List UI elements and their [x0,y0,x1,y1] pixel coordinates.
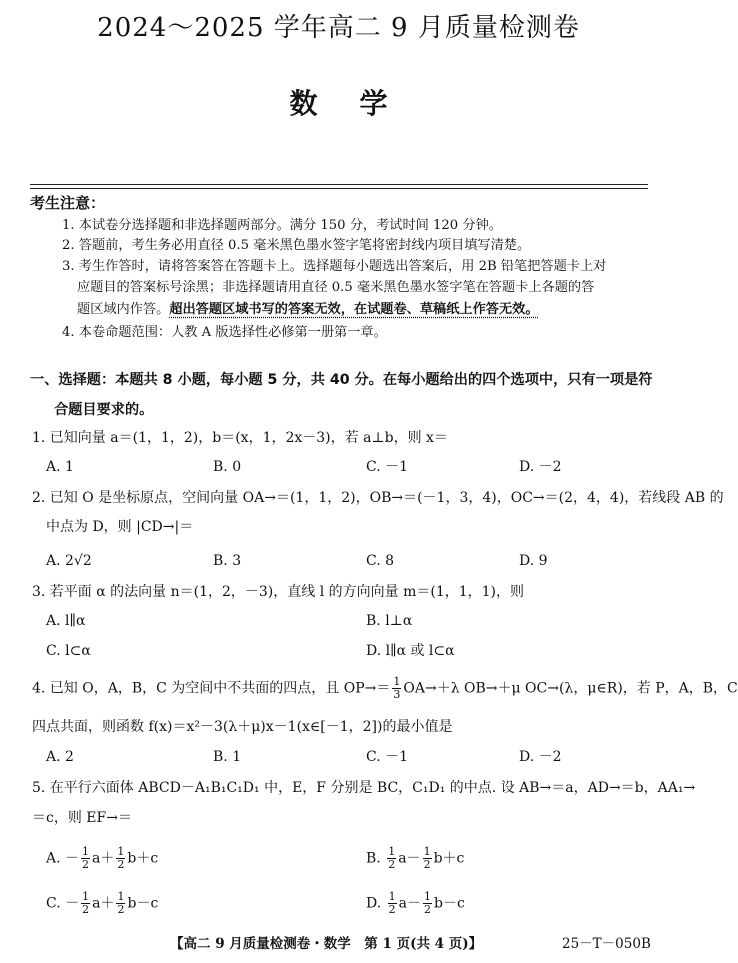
notice-line: 应题目的答案标号涂黑；非选择题请用直径 0.5 毫米黑色墨水签字笔在答题卡上各题的答 [77,280,595,295]
paper-code: 25－T－050B [562,936,651,952]
fraction [392,676,401,701]
subject-title: 数学 [289,87,430,120]
notice-line: 1. 本试卷分选择题和非选择题两部分。满分 150 分，考试时间 120 分钟。 [62,218,502,233]
question-5-option-a [46,846,158,871]
question-4-option-a: A. 2 [46,749,74,765]
fraction-denominator: 2 [424,903,431,916]
fraction-numerator: 1 [423,845,431,858]
notice-line [77,300,539,320]
fraction-numerator: 1 [393,675,401,688]
question-1-stem: 1. 已知向量 a＝(1，1，2)，b＝(x，1，2x－3)，若 a⊥b，则 x＝ [32,430,448,446]
fraction [387,846,396,871]
question-3-option-b: B. l⊥α [366,613,413,629]
fraction-numerator: 1 [82,890,90,903]
option-text: b＋c [127,850,159,867]
option-text: A. － [46,850,80,867]
fraction [81,891,90,916]
question-4-option-c: C. －1 [366,749,409,765]
fraction-numerator: 1 [117,890,125,903]
notice-line: 4. 本卷命题范围：人教 A 版选择性必修第一册第一章。 [62,325,387,340]
fraction-denominator: 2 [117,858,125,871]
question-4-stem [32,676,738,701]
fraction [423,891,432,916]
question-4-option-d: D. －2 [519,749,562,765]
notice-emphasis: 超出答题区域书写的答案无效，在试题卷、草稿纸上作答无效。 [169,302,539,317]
question-4-stem-a: 4. 已知 O，A，B，C 为空间中不共面的四点，且 OP→＝ [32,680,391,697]
fraction [116,891,125,916]
page-footer: 【高二 9 月质量检测卷・数学 第 1 页(共 4 页)】 [170,936,483,952]
question-5-stem: 5. 在平行六面体 ABCD－A₁B₁C₁D₁ 中，E，F 分别是 BC，C₁D₁ 的中点. 设 AB→＝a，AD→＝b，AA₁→ [32,780,696,796]
fraction-numerator: 1 [117,845,125,858]
question-3-option-c: C. l⊂α [46,643,91,659]
fraction-denominator: 2 [423,858,431,871]
section-heading: 一、选择题：本题共 8 小题，每小题 5 分，共 40 分。在每小题给出的四个选项中，只有一项是符 [30,372,653,388]
question-5-option-b [366,846,464,871]
question-4-stem-cont: 四点共面，则函数 f(x)＝x²－3(λ＋μ)x－1(x∈[－1，2])的最小值是 [32,719,453,735]
fraction-denominator: 3 [393,688,401,701]
question-4-option-b: B. 1 [213,749,242,765]
notice-line: 3. 考生作答时，请将答案答在答题卡上。选择题每小题选出答案后，用 2B 铅笔把答题卡上对 [62,259,607,274]
option-text: b＋c [433,850,465,867]
question-3-option-d: D. l∥α 或 l⊂α [366,643,455,659]
option-text: a＋ [92,850,115,867]
divider-line [30,184,648,185]
fraction-numerator: 1 [388,890,396,903]
fraction-numerator: 1 [388,845,396,858]
notice-text: 题区域内作答。 [77,302,170,317]
option-text: a＋ [92,895,115,912]
fraction-denominator: 2 [388,858,396,871]
question-5-option-d [366,891,465,916]
fraction [81,846,90,871]
question-2-option-a: A. 2√2 [46,553,92,569]
question-2-option-b: B. 3 [213,553,242,569]
option-text: a－ [398,895,421,912]
question-2-option-d: D. 9 [519,553,548,569]
question-1-option-d: D. －2 [519,459,562,475]
notice-title: 考生注意： [30,194,106,212]
fraction-denominator: 2 [82,858,90,871]
option-text: b－c [127,895,159,912]
question-1-option-b: B. 0 [213,459,242,475]
fraction-numerator: 1 [82,845,90,858]
option-text: D. [366,895,386,912]
fraction [116,846,125,871]
fraction-numerator: 1 [424,890,431,903]
section-heading-cont: 合题目要求的。 [54,402,154,418]
fraction [423,846,432,871]
fraction [388,891,397,916]
divider-line [30,188,648,189]
question-1-option-a: A. 1 [46,459,74,475]
notice-line: 2. 答题前，考生务必用直径 0.5 毫米黑色墨水签字笔将密封线内项目填写清楚。 [62,238,531,253]
option-text: C. － [46,895,80,912]
fraction-denominator: 2 [388,903,396,916]
question-3-stem: 3. 若平面 α 的法向量 n＝(1，2，－3)，直线 l 的方向向量 m＝(1，1，1)，则 [32,584,525,600]
question-5-stem-cont: ＝c，则 EF→＝ [32,810,132,826]
question-3-option-a: A. l∥α [46,613,86,629]
fraction-denominator: 2 [82,903,90,916]
exam-title: 2024～2025 学年高二 9 月质量检测卷 [97,13,580,43]
question-2-stem: 2. 已知 O 是坐标原点，空间向量 OA→＝(1，1，2)，OB→＝(－1，3，4)，OC→＝(2，4，4)，若线段 AB 的 [32,490,724,506]
question-2-option-c: C. 8 [366,553,395,569]
option-text: b－c [434,895,465,912]
fraction-denominator: 2 [117,903,125,916]
question-2-stem-cont: 中点为 D，则 |CD→|＝ [46,519,194,535]
option-text: a－ [398,850,421,867]
question-1-option-c: C. －1 [366,459,409,475]
question-5-option-c [46,891,158,916]
option-text: B. [366,850,386,867]
question-4-stem-b: OA→＋λ OB→＋μ OC→(λ，μ∈R)，若 P，A，B，C [403,680,738,697]
